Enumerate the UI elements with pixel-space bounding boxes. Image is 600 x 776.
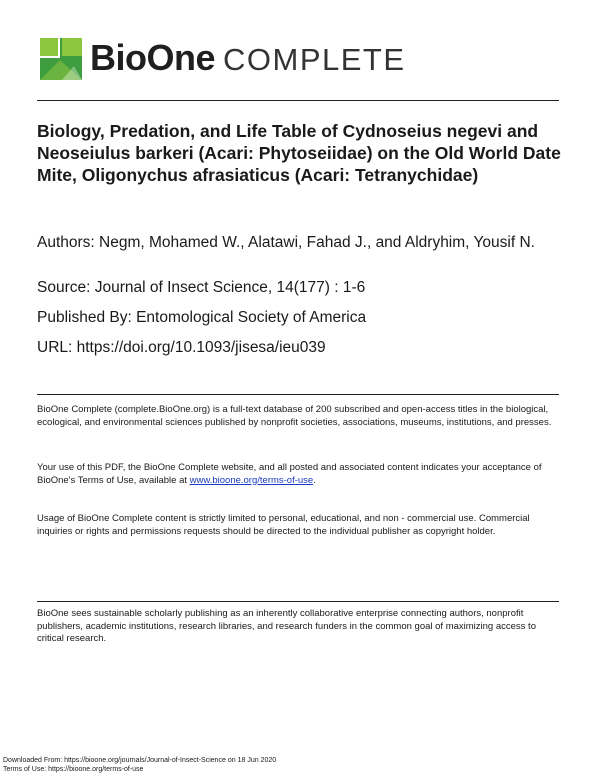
mission-statement: BioOne sees sustainable scholarly publishing as an inherently collaborative enterprise connecting authors, nonprofit publishers, academic institutions, research libraries, and research funders in the common goal of maximizing access to critical research. [37, 608, 536, 644]
bioone-logo [40, 38, 406, 80]
download-footer: Downloaded From: https://bioone.org/journals/Journal-of-Insect-Science on 18 Jun 2020 [3, 757, 277, 764]
terms-of-use-link[interactable]: www.bioone.org/terms-of-use [189, 474, 314, 486]
article-publisher: Published By: Entomological Society of America [37, 309, 367, 326]
bioone-mark-icon [40, 38, 82, 80]
article-source: Source: Journal of Insect Science, 14(177) : 1-6 [37, 279, 366, 296]
article-authors: Authors: Negm, Mohamed W., Alatawi, Fahad J., and Aldryhim, Yousif N. [37, 234, 535, 251]
usage-notice: Usage of BioOne Complete content is strictly limited to personal, educational, and non - commercial use. Commercial inquiries or rights and permissions requests should be directed to the individual publisher as copyright holder. [37, 513, 530, 537]
divider-bottom [37, 601, 559, 602]
logo-wordmark [90, 37, 406, 81]
terms-notice [37, 462, 559, 487]
logo-name-bold: BioOne [90, 37, 216, 78]
terms-notice-end: . [313, 474, 316, 486]
bioone-description: BioOne Complete (complete.BioOne.org) is a full-text database of 200 subscribed and open-access titles in the biological, ecological, and environmental sciences published by nonprofit societies, associations, museums, institutions, and presses. [37, 404, 552, 428]
article-url[interactable]: URL: https://doi.org/10.1093/jisesa/ieu039 [37, 339, 326, 356]
article-title: Biology, Predation, and Life Table of Cydnoseius negevi and Neoseiulus barkeri (Acari: Phytoseiidae) on the Old World Date Mite, Oligonychus afrasiaticus (Acari: Tetranychidae) [37, 121, 561, 185]
divider-middle [37, 394, 559, 395]
terms-notice-text: Your use of this PDF, the BioOne Complete website, and all posted and associated content indicates your acceptance of BioOne's Terms of Use, available at [37, 462, 542, 486]
logo-name-light: COMPLETE [223, 42, 406, 77]
terms-footer: Terms of Use: https://bioone.org/terms-of-use [3, 766, 144, 773]
divider-top [37, 100, 559, 101]
